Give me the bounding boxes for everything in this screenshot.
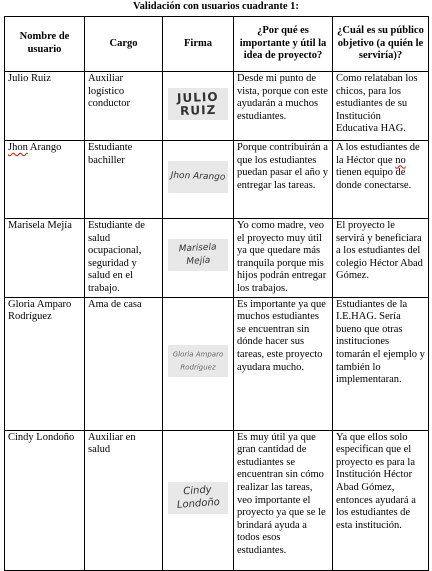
signature-text: Jhon Arango	[170, 170, 226, 183]
signature-text: Cindy Londoño	[176, 484, 221, 511]
user-role: Estudiante bachiller	[85, 141, 163, 219]
user-name: Cindy Londoño	[5, 430, 85, 570]
table-row	[5, 141, 429, 219]
target-text-a: A los estudiantes de la Héctor que	[336, 142, 420, 166]
signature-image	[168, 88, 228, 120]
user-name: Marisela Mejía	[5, 219, 85, 298]
header-target: ¿Cuál es su público objetivo (a quién le serviría)?	[333, 17, 429, 72]
signature-image	[168, 345, 228, 377]
signature-image	[168, 482, 228, 514]
spellcheck-word: Jhon	[8, 142, 28, 153]
header-name: Nombre de usuario	[5, 17, 85, 72]
signature-cell	[163, 430, 234, 570]
target-audience: Ya que ellos solo especifican que el proyecto es para la Institución Héctor Abad Gómez, entonces ayudará a los estudiantes de esta institución.	[333, 430, 429, 570]
signature-text: Marisela Mejía	[178, 242, 217, 268]
user-role: Estudiante de salud ocupacional, seguridad y salud en el trabajo.	[85, 219, 163, 298]
header-signature: Firma	[163, 17, 234, 72]
signature-text: JULIO RUIZ	[176, 89, 219, 118]
target-text-b: tienen equipo de donde conectarse.	[336, 167, 412, 191]
header-role: Cargo	[85, 17, 163, 72]
table-row	[5, 72, 429, 141]
target-audience: El proyecto le servirá y beneficiara a los estudiantes del colegio Héctor Abad Gómez.	[333, 219, 429, 298]
signature-image	[168, 161, 228, 193]
signature-cell	[163, 72, 234, 141]
table-row	[5, 219, 429, 298]
table-row	[5, 297, 429, 430]
page-title: Validación con usuarios cuadrante 1:	[133, 1, 299, 12]
signature-cell	[163, 219, 234, 298]
user-role: Auxiliar en salud	[85, 430, 163, 570]
user-role: Ama de casa	[85, 297, 163, 430]
why-important: Es muy útil ya que gran cantidad de estudiantes se encuentran sin cómo realizar las tareas, veo importante el proyecto ya que se le brindará ayuda a todos esos estudiantes.	[234, 430, 333, 570]
target-audience: Estudiantes de la I.E.HAG. Sería bueno que otras instituciones tomarán el ejemplo y también lo implementaran.	[333, 297, 429, 430]
user-name-rest: Arango	[27, 142, 62, 153]
validation-table	[4, 16, 429, 571]
target-audience	[333, 141, 429, 219]
signature-cell	[163, 141, 234, 219]
user-role: Auxiliar logístico conductor	[85, 72, 163, 141]
table-row	[5, 430, 429, 570]
target-audience: Como relataban los chicos, para los estudiantes de su Institución Educativa HAG.	[333, 72, 429, 141]
signature-cell	[163, 297, 234, 430]
user-name	[5, 141, 85, 219]
signature-image	[168, 239, 228, 271]
why-important: Yo como madre, veo el proyecto muy útil ya que quedare más tranquila porque mis hijos podrán entregar los trabajos.	[234, 219, 333, 298]
spellcheck-word: no	[395, 154, 406, 166]
table-header-row	[5, 17, 429, 72]
signature-text: Gloria Amparo Rodríguez	[172, 350, 224, 372]
user-name: Gloria Amparo Rodríguez	[5, 297, 85, 430]
why-important: Desde mi punto de vista, porque con este ayudarán a muchos estudiantes.	[234, 72, 333, 141]
header-why: ¿Por qué es importante y útil la idea de proyecto?	[234, 17, 333, 72]
why-important: Es importante ya que muchos estudiantes se encuentran sin dónde hacer sus tareas, este proyecto ayudara mucho.	[234, 297, 333, 430]
user-name: Julio Ruiz	[5, 72, 85, 141]
why-important: Porque contribuirán a que los estudiantes puedan pasar el año y entregar las tareas.	[234, 141, 333, 219]
